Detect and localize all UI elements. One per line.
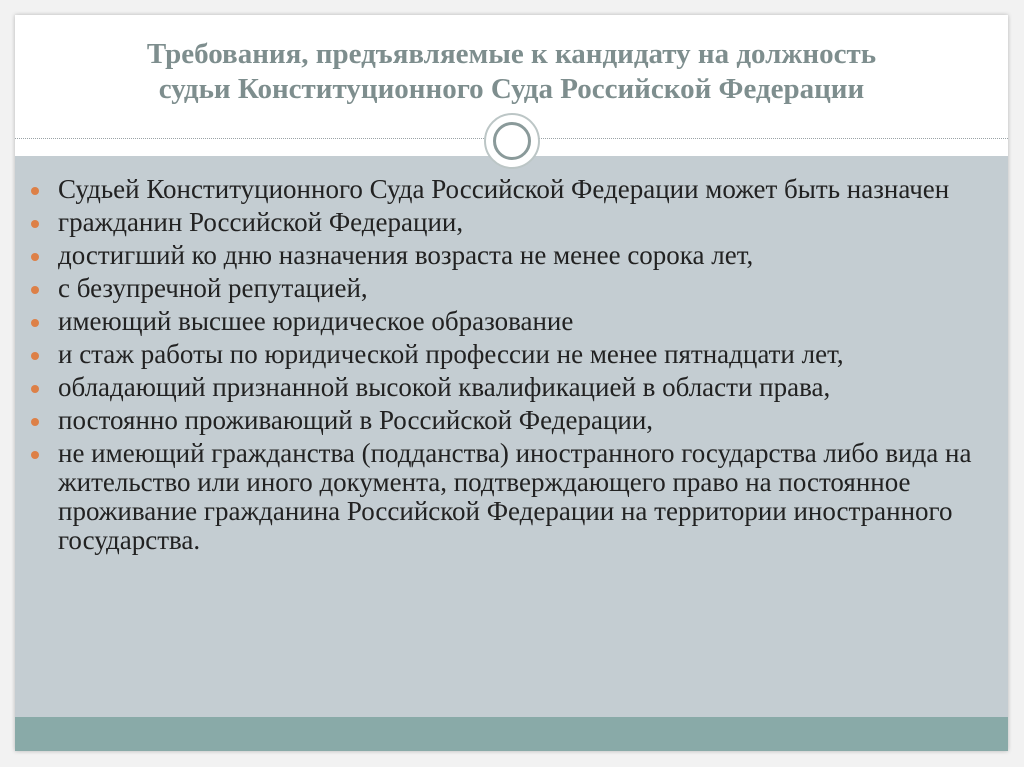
list-item-text: и стаж работы по юридической профессии не менее пятнадцати лет,: [58, 339, 844, 369]
list-item-text: гражданин Российской Федерации,: [58, 207, 464, 237]
bullet-dot-icon: [31, 319, 39, 327]
circle-ornament-icon: [484, 113, 540, 169]
bullet-dot-icon: [31, 220, 39, 228]
list-item: [29, 274, 979, 303]
list-item-text: постоянно проживающий в Российской Федерации,: [58, 405, 654, 435]
list-item-text: не имеющий гражданства (подданства) иностранного государства либо вида на жительство или иного документа, подтверждающего право на постоянное проживание гражданина Российской Федерации на территории иностранного государства.: [58, 438, 972, 555]
footer-band: [15, 717, 1008, 751]
list-item-text: Судьей Конституционного Суда Российской Федерации может быть назначен: [58, 174, 950, 204]
list-item-text: обладающий признанной высокой квалификацией в области права,: [58, 372, 831, 402]
title-line-2: судьи Конституционного Суда Российской Федерации: [158, 73, 865, 105]
slide: [15, 15, 1008, 751]
list-item: [29, 241, 979, 270]
requirements-list: [29, 175, 979, 559]
bullet-dot-icon: [31, 451, 39, 459]
list-item: [29, 307, 979, 336]
list-item: [29, 340, 979, 369]
bullet-dot-icon: [31, 385, 39, 393]
circle-ornament-inner: [493, 122, 531, 160]
slide-title: [55, 37, 968, 107]
list-item: [29, 439, 979, 555]
list-item-text: достигший ко дню назначения возраста не менее сорока лет,: [58, 240, 754, 270]
list-item: [29, 175, 979, 204]
bullet-dot-icon: [31, 352, 39, 360]
list-item: [29, 208, 979, 237]
bullet-dot-icon: [31, 286, 39, 294]
bullet-dot-icon: [31, 418, 39, 426]
title-line-1: Требования, предъявляемые к кандидату на должность: [146, 38, 877, 70]
list-item: [29, 373, 979, 402]
bullet-dot-icon: [31, 253, 39, 261]
list-item: [29, 406, 979, 435]
bullet-dot-icon: [31, 187, 39, 195]
list-item-text: с безупречной репутацией,: [58, 273, 368, 303]
list-item-text: имеющий высшее юридическое образование: [58, 306, 574, 336]
